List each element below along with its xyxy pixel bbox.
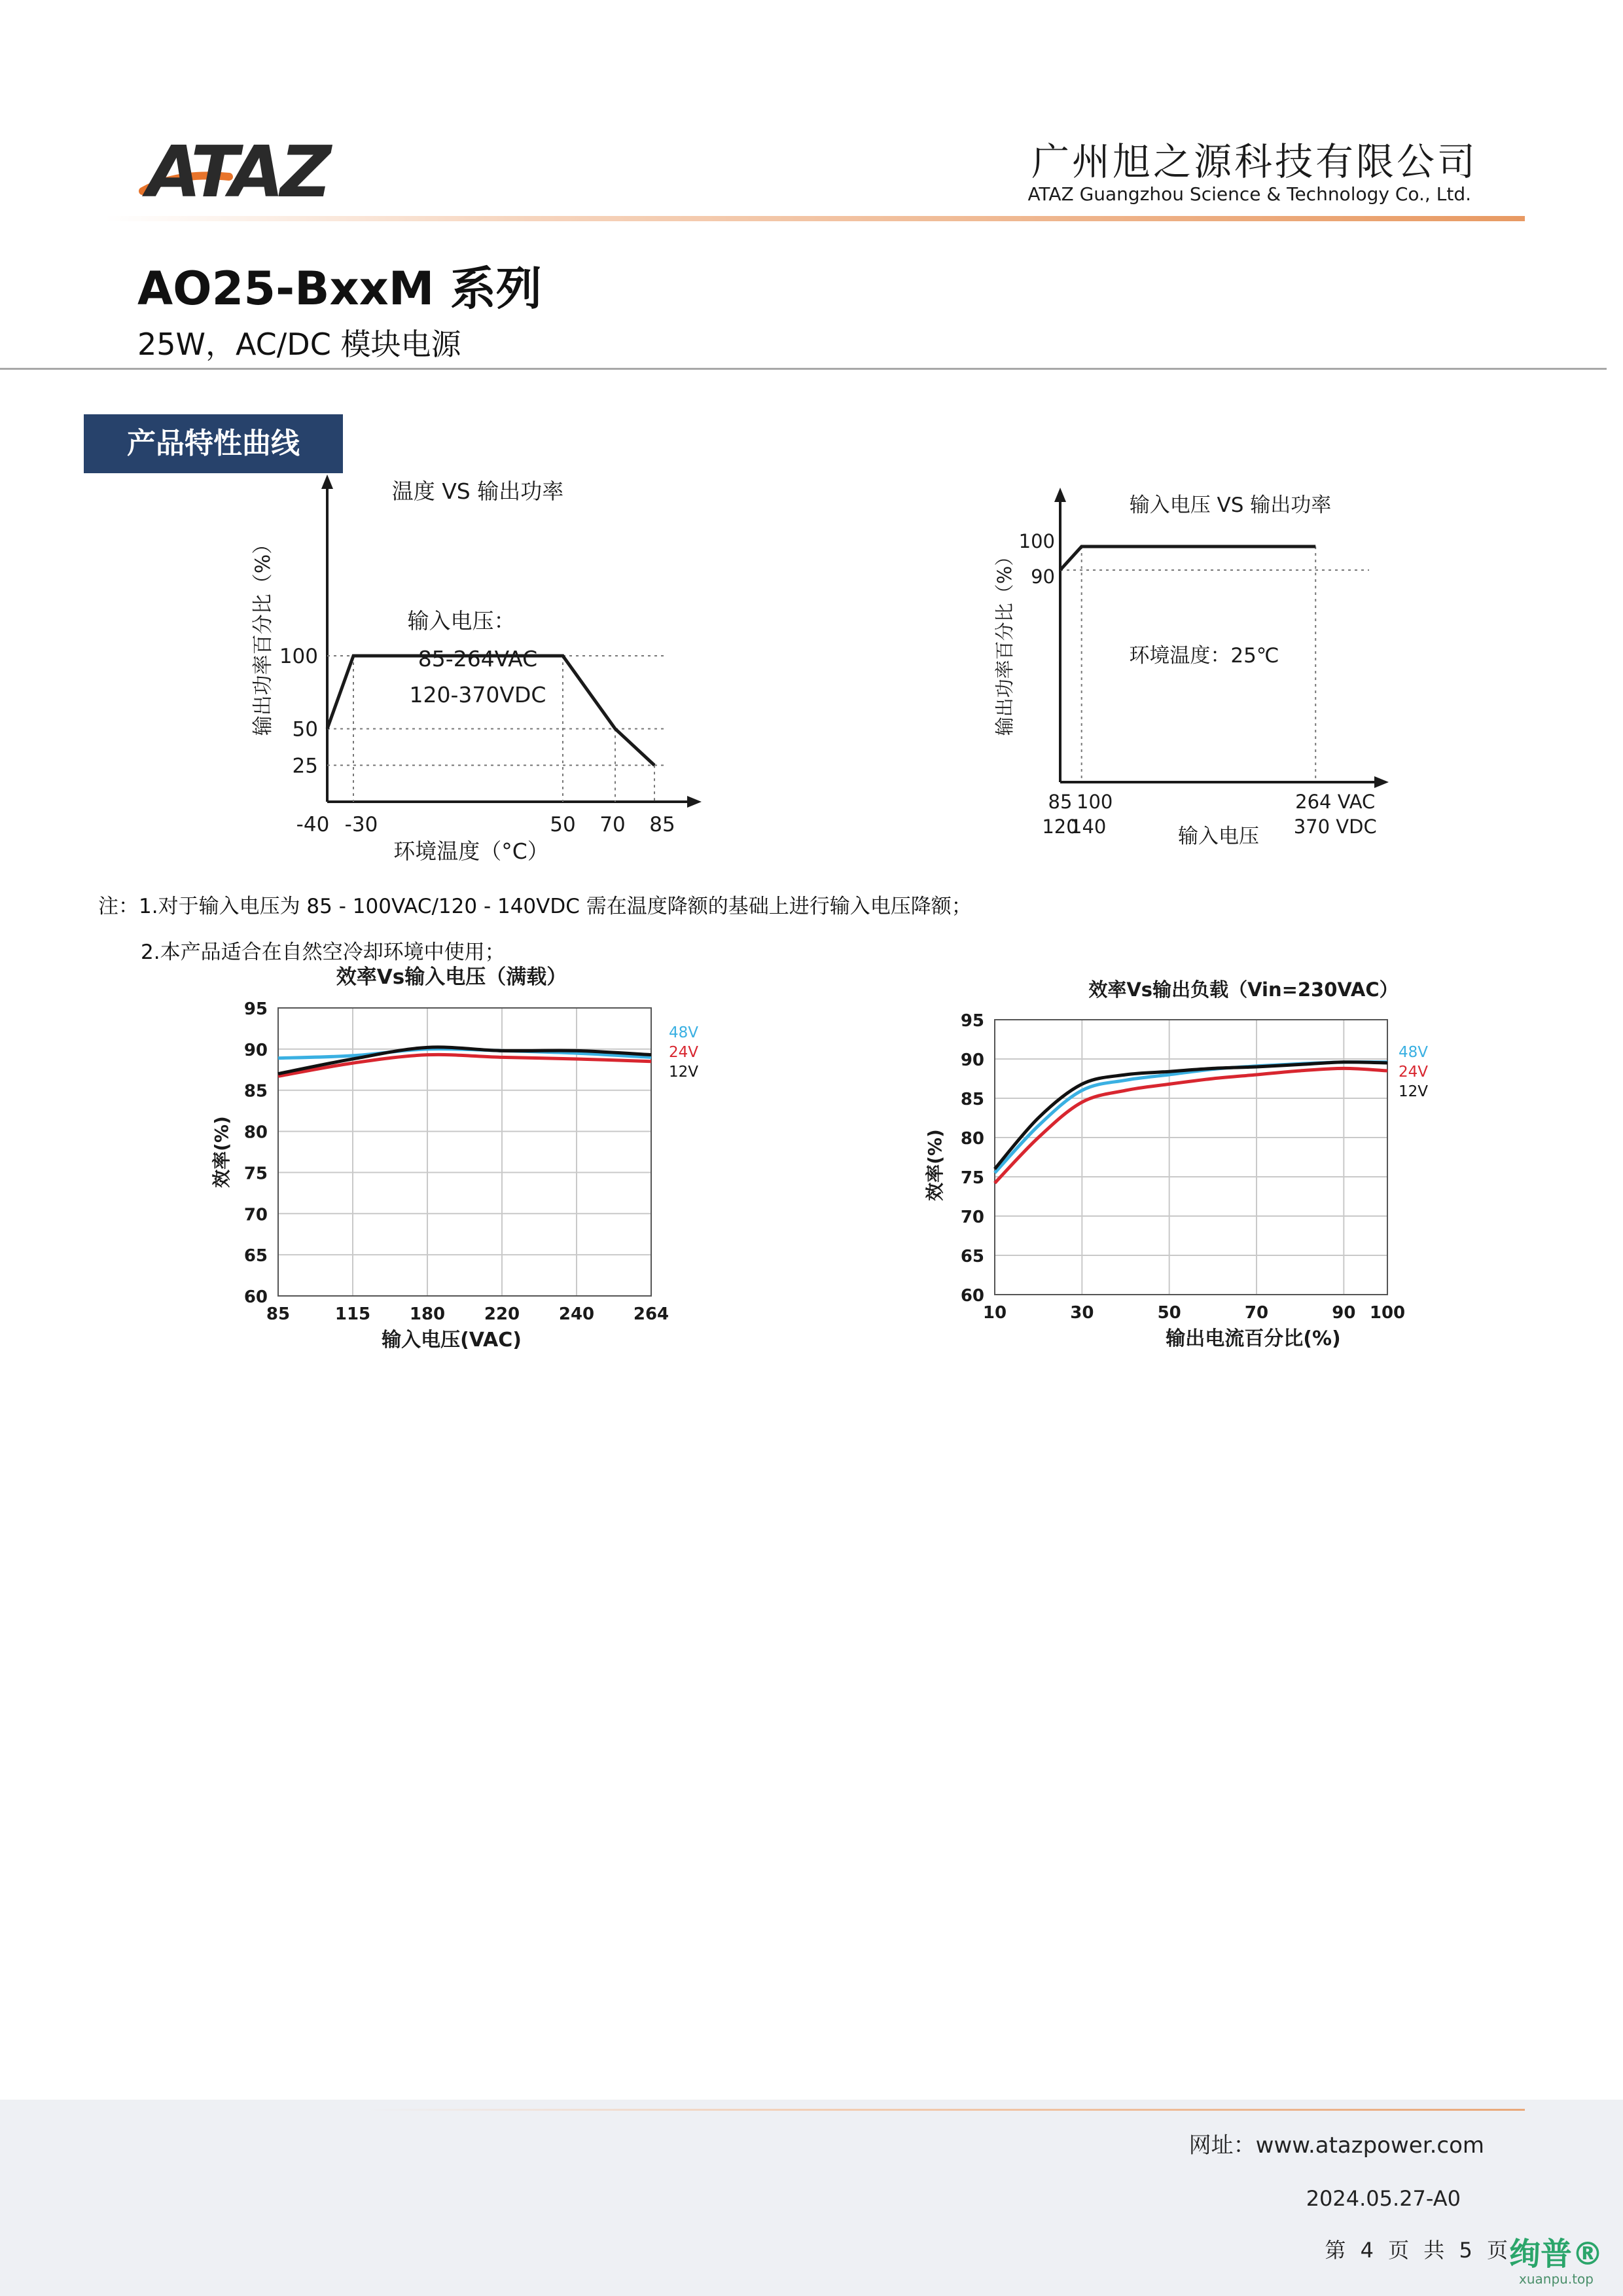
x-tick-label: 85 <box>266 1304 291 1324</box>
x-tick-label: 264 <box>633 1304 669 1324</box>
y-tick-label: 80 <box>243 1122 268 1143</box>
legend-48v: 48V <box>1399 1044 1429 1061</box>
y-tick-label: 90 <box>960 1050 984 1070</box>
document-version: 2024.05.27-A0 <box>1306 2186 1461 2211</box>
legend-12v: 12V <box>669 1064 699 1081</box>
x-tick-label: 50 <box>1157 1303 1181 1323</box>
website-link[interactable]: 网址：www.atazpower.com <box>1188 2132 1484 2159</box>
y-tick-label: 90 <box>243 1040 268 1060</box>
legend-48v: 48V <box>669 1024 699 1041</box>
section-label: 产品特性曲线 <box>84 414 343 473</box>
derating-line <box>327 656 654 765</box>
y-axis-arrow <box>321 475 333 489</box>
chart-title: 效率Vs输入电压（满载） <box>336 965 567 989</box>
derating-voltage-chart <box>982 484 1414 864</box>
company-name-en: ATAZ Guangzhou Science & Technology Co., Ltd. <box>1027 183 1471 205</box>
x-tick-label: 10 <box>982 1303 1007 1323</box>
y-tick-label: 80 <box>960 1129 984 1149</box>
x-tick-label: 30 <box>1070 1303 1094 1323</box>
annotation-line-1: 输入电压： <box>407 608 516 634</box>
y-axis-label: 效率(%) <box>924 1129 946 1201</box>
y-tick-label: 75 <box>960 1168 984 1188</box>
y-tick-label: 100 <box>1018 530 1055 552</box>
y-tick-label: 65 <box>243 1246 268 1266</box>
annotation-line-2: 85-264VAC <box>418 646 538 672</box>
x-tick-label: -30 <box>344 813 378 836</box>
x-tick-label: 100 <box>1077 791 1113 813</box>
x-tick-label: 140 <box>1070 816 1107 838</box>
x-axis-arrow <box>1374 776 1389 788</box>
y-tick-label: 95 <box>960 1011 984 1031</box>
efficiency-vs-input-chart <box>209 962 746 1361</box>
legend-24v: 24V <box>669 1044 699 1061</box>
x-axis-label: 输入电压 <box>1178 825 1259 848</box>
notes <box>98 884 972 975</box>
x-axis-label: 环境温度（°C） <box>393 838 549 864</box>
derating-temperature-chart <box>236 471 733 877</box>
y-tick-label: 70 <box>243 1205 268 1225</box>
x-tick-label: 70 <box>599 813 626 836</box>
header-divider <box>105 216 1525 221</box>
x-tick-label: -40 <box>296 813 330 836</box>
y-axis-label: 输出功率百分比（%） <box>993 547 1016 736</box>
chart-title: 输入电压 VS 输出功率 <box>1129 493 1332 517</box>
y-tick-label: 85 <box>243 1081 268 1102</box>
watermark-en: xuanpu.top <box>1519 2271 1594 2287</box>
y-tick-label: 50 <box>292 717 318 742</box>
annotation-line-3: 120-370VDC <box>409 682 546 708</box>
x-tick-label: 370 VDC <box>1293 816 1377 838</box>
x-tick-label: 120 <box>1042 816 1079 838</box>
y-tick-label: 70 <box>960 1208 984 1227</box>
chart-title: 温度 VS 输出功率 <box>391 478 564 504</box>
y-tick-label: 25 <box>292 754 318 778</box>
x-tick-label: 240 <box>558 1304 595 1324</box>
page-number: 第 4 页 共 5 页 <box>1325 2238 1512 2263</box>
series-title: AO25-BxxM 系列 <box>137 262 542 315</box>
logo-text: ATAZ <box>147 132 328 209</box>
x-axis-label: 输入电压(VAC) <box>382 1329 522 1352</box>
ataz-logo <box>137 131 353 209</box>
y-tick-label: 100 <box>279 645 318 668</box>
chart-title: 效率Vs输出负载（Vin=230VAC） <box>1088 978 1399 1001</box>
efficiency-vs-load-chart <box>923 975 1466 1368</box>
watermark <box>1509 2237 1603 2287</box>
watermark-cn: 绚普® <box>1508 2236 1603 2272</box>
y-tick-label: 85 <box>960 1090 984 1109</box>
footer-divider <box>366 2109 1525 2111</box>
y-tick-label: 60 <box>960 1286 984 1306</box>
x-tick-label: 100 <box>1369 1303 1406 1323</box>
series-subtitle: 25W，AC/DC 模块电源 <box>137 327 461 362</box>
x-tick-label: 85 <box>649 813 675 836</box>
x-axis-label: 输出电流百分比(%) <box>1166 1327 1341 1350</box>
note-2: 2.本产品适合在自然空冷却环境中使用； <box>141 941 505 964</box>
x-tick-label: 264 VAC <box>1295 791 1376 813</box>
y-tick-label: 95 <box>243 999 268 1019</box>
y-axis-label: 效率(%) <box>211 1116 232 1188</box>
x-axis-arrow <box>687 796 702 808</box>
x-tick-label: 180 <box>409 1304 446 1324</box>
x-tick-label: 220 <box>484 1304 520 1324</box>
y-axis-label: 输出功率百分比（%） <box>251 533 275 736</box>
note-1: 注：1.对于输入电压为 85 - 100VAC/120 - 140VDC 需在温度降额的基础上进行输入电压降额； <box>98 895 972 918</box>
section-divider <box>0 368 1607 370</box>
annotation: 环境温度：25℃ <box>1129 644 1279 668</box>
y-tick-label: 75 <box>243 1164 268 1184</box>
y-axis-arrow <box>1054 488 1066 502</box>
legend-12v: 12V <box>1399 1083 1429 1100</box>
y-tick-label: 90 <box>1031 565 1055 588</box>
x-tick-label: 85 <box>1048 791 1073 813</box>
y-tick-label: 65 <box>960 1247 984 1266</box>
x-tick-label: 50 <box>550 813 576 836</box>
x-tick-label: 115 <box>334 1304 371 1324</box>
derating-line <box>1060 547 1315 570</box>
y-tick-label: 60 <box>243 1287 268 1307</box>
company-name-cn: 广州旭之源科技有限公司 <box>1031 139 1478 184</box>
legend-24v: 24V <box>1399 1064 1429 1081</box>
x-tick-label: 70 <box>1244 1303 1269 1323</box>
x-tick-label: 90 <box>1332 1303 1356 1323</box>
